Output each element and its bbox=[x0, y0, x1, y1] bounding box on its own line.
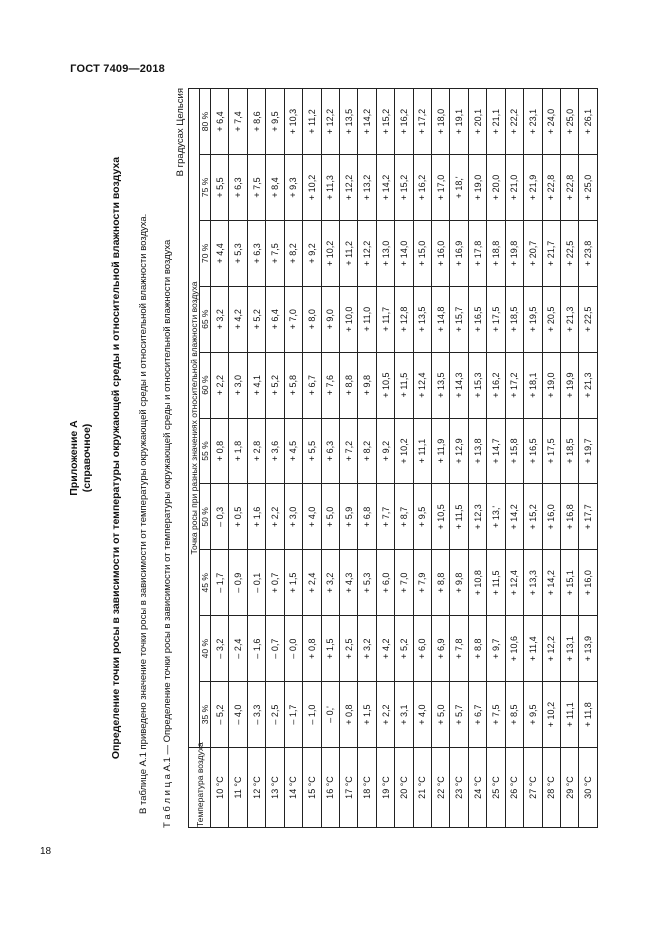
dew-point-cell: + 12,4 bbox=[413, 352, 431, 418]
dew-point-cell: + 2,2 bbox=[376, 682, 394, 748]
table-row bbox=[505, 89, 523, 828]
dew-point-cell: + 10,5 bbox=[376, 352, 394, 418]
dew-point-cell: + 6,8 bbox=[358, 484, 376, 550]
humidity-header: 65 % bbox=[200, 286, 211, 352]
dew-point-cell: + 10,8 bbox=[468, 550, 486, 616]
dew-point-cell: + 5,2 bbox=[395, 616, 413, 682]
temperature-cell: 28 °С bbox=[542, 748, 560, 828]
dew-point-cell: + 7,0 bbox=[395, 550, 413, 616]
dew-point-cell: – 1,7 bbox=[284, 682, 302, 748]
dew-point-cell: + 15,2 bbox=[376, 89, 394, 155]
dew-point-cell: + 2,2 bbox=[211, 352, 229, 418]
dew-point-cell: + 17,5 bbox=[487, 286, 505, 352]
dew-point-cell: + 16,5 bbox=[524, 418, 542, 484]
dew-point-cell: + 14,2 bbox=[505, 484, 523, 550]
dew-point-cell: + 12,9 bbox=[450, 418, 468, 484]
humidity-header: 35 % bbox=[200, 682, 211, 748]
dew-point-cell: – 3,3 bbox=[247, 682, 265, 748]
humidity-header: 45 % bbox=[200, 550, 211, 616]
dew-point-cell: + 4,0 bbox=[303, 484, 321, 550]
dew-point-cell: + 11,8 bbox=[579, 682, 598, 748]
dew-point-cell: – 0,9 bbox=[229, 550, 247, 616]
dew-point-cell: + 3,2 bbox=[211, 286, 229, 352]
dew-point-cell: – 0,' bbox=[321, 682, 339, 748]
dew-point-cell: – 0,7 bbox=[266, 616, 284, 682]
dew-point-cell: + 25,0 bbox=[579, 154, 598, 220]
dew-point-cell: + 7,5 bbox=[266, 220, 284, 286]
dew-point-cell: – 1,7 bbox=[211, 550, 229, 616]
dew-point-cell: + 11,1 bbox=[413, 418, 431, 484]
dew-point-cell: – 2,4 bbox=[229, 616, 247, 682]
dew-point-cell: + 5,2 bbox=[247, 286, 265, 352]
table-row bbox=[524, 89, 542, 828]
table-row bbox=[266, 89, 284, 828]
dew-point-cell: + 11,2 bbox=[303, 89, 321, 155]
temperature-cell: 17 °С bbox=[339, 748, 357, 828]
dew-point-cell: + 23,8 bbox=[579, 220, 598, 286]
annex-subtitle: (справочное) bbox=[81, 423, 93, 493]
dew-point-cell: + 12,4 bbox=[505, 550, 523, 616]
temperature-cell: 30 °С bbox=[579, 748, 598, 828]
dew-point-cell: + 8,2 bbox=[284, 220, 302, 286]
dew-point-cell: + 8,0 bbox=[303, 286, 321, 352]
dew-point-cell: + 3,0 bbox=[229, 352, 247, 418]
dew-point-cell: + 7,4 bbox=[229, 89, 247, 155]
table-row bbox=[395, 89, 413, 828]
dew-point-cell: + 19,1 bbox=[450, 89, 468, 155]
humidity-header: 50 % bbox=[200, 484, 211, 550]
table-row bbox=[561, 89, 579, 828]
dew-point-cell: + 0,8 bbox=[339, 682, 357, 748]
humidity-header: 70 % bbox=[200, 220, 211, 286]
dew-point-cell: + 12,8 bbox=[395, 286, 413, 352]
dew-point-cell: + 15,0 bbox=[413, 220, 431, 286]
dew-point-cell: + 11,1 bbox=[561, 682, 579, 748]
table-row bbox=[303, 89, 321, 828]
dew-point-cell: + 17,5 bbox=[542, 418, 560, 484]
dew-point-cell: + 15,2 bbox=[395, 154, 413, 220]
dew-point-cell: + 9,5 bbox=[413, 484, 431, 550]
dew-point-cell: + 7,8 bbox=[450, 616, 468, 682]
table-row bbox=[542, 89, 560, 828]
temperature-cell: 25 °С bbox=[487, 748, 505, 828]
dew-point-cell: + 10,2 bbox=[395, 418, 413, 484]
dew-point-cell: + 14,2 bbox=[542, 550, 560, 616]
dew-point-cell: + 14,2 bbox=[376, 154, 394, 220]
dew-point-cell: + 4,1 bbox=[247, 352, 265, 418]
dew-point-cell: + 3,2 bbox=[321, 550, 339, 616]
temperature-cell: 29 °С bbox=[561, 748, 579, 828]
dew-point-cell: + 18,8 bbox=[487, 220, 505, 286]
dew-point-cell: + 18,0 bbox=[432, 89, 450, 155]
dew-point-cell: + 16,2 bbox=[413, 154, 431, 220]
dew-point-cell: + 8,5 bbox=[505, 682, 523, 748]
dew-point-cell: + 15,8 bbox=[505, 418, 523, 484]
humidity-header-row bbox=[200, 89, 211, 828]
dew-point-cell: + 17,2 bbox=[413, 89, 431, 155]
dew-point-cell: + 3,6 bbox=[266, 418, 284, 484]
dew-point-cell: + 22,5 bbox=[561, 220, 579, 286]
dew-point-cell: + 10,2 bbox=[321, 220, 339, 286]
dew-point-cell: + 20,7 bbox=[524, 220, 542, 286]
humidity-header: 60 % bbox=[200, 352, 211, 418]
dew-point-cell: + 12,2 bbox=[321, 89, 339, 155]
dew-point-cell: + 17,8 bbox=[468, 220, 486, 286]
dew-point-cell: + 21,3 bbox=[561, 286, 579, 352]
dew-point-cell: + 15,2 bbox=[524, 484, 542, 550]
temperature-cell: 23 °С bbox=[450, 748, 468, 828]
units-note: В градусах Цельсия bbox=[175, 88, 186, 177]
dew-point-cell: + 10,2 bbox=[542, 682, 560, 748]
page-number: 18 bbox=[40, 846, 52, 857]
dew-point-cell: + 5,0 bbox=[321, 484, 339, 550]
dew-point-cell: + 6,3 bbox=[247, 220, 265, 286]
table-caption: Т а б л и ц а А.1 — Определение точки росы в зависимости от температуры окружающей среды и относительной влажности воздуха bbox=[162, 239, 173, 828]
dew-point-cell: + 15,1 bbox=[561, 550, 579, 616]
annex-title: Приложение А bbox=[68, 420, 80, 496]
temperature-cell: 13 °С bbox=[266, 748, 284, 828]
dew-point-cell: + 7,5 bbox=[247, 154, 265, 220]
dew-point-cell: + 6,4 bbox=[211, 89, 229, 155]
dew-point-cell: + 3,2 bbox=[358, 616, 376, 682]
dew-point-cell: + 8,6 bbox=[247, 89, 265, 155]
dew-point-cell: + 10,0 bbox=[339, 286, 357, 352]
dew-point-cell: – 5,2 bbox=[211, 682, 229, 748]
dew-point-cell: + 8,2 bbox=[358, 418, 376, 484]
dew-point-cell: + 14,7 bbox=[487, 418, 505, 484]
dew-point-cell: + 10,2 bbox=[303, 154, 321, 220]
dew-point-cell: + 14,3 bbox=[450, 352, 468, 418]
dew-point-cell: + 4,4 bbox=[211, 220, 229, 286]
dew-point-cell: + 13,2 bbox=[358, 154, 376, 220]
dew-point-cell: + 20,1 bbox=[468, 89, 486, 155]
dew-point-cell: + 11,7 bbox=[376, 286, 394, 352]
dew-point-cell: – 0,3 bbox=[211, 484, 229, 550]
dew-point-cell: + 18,1 bbox=[524, 352, 542, 418]
dew-point-cell: + 9,2 bbox=[303, 220, 321, 286]
dew-point-cell: + 6,0 bbox=[376, 550, 394, 616]
temperature-cell: 24 °С bbox=[468, 748, 486, 828]
dew-point-cell: + 21,0 bbox=[505, 154, 523, 220]
table-row bbox=[432, 89, 450, 828]
document-code: ГОСТ 7409—2018 bbox=[70, 63, 165, 75]
dew-point-cell: + 24,0 bbox=[542, 89, 560, 155]
dew-point-cell: + 18,5 bbox=[505, 286, 523, 352]
dew-point-cell: + 7,5 bbox=[487, 682, 505, 748]
temperature-cell: 16 °С bbox=[321, 748, 339, 828]
humidity-header: 75 % bbox=[200, 154, 211, 220]
dew-point-cell: + 21,1 bbox=[487, 89, 505, 155]
dew-point-cell: + 9,0 bbox=[321, 286, 339, 352]
dew-point-cell: + 13,3 bbox=[524, 550, 542, 616]
dew-point-cell: + 6,7 bbox=[303, 352, 321, 418]
dew-point-cell: + 8,8 bbox=[339, 352, 357, 418]
dew-point-cell: + 9,5 bbox=[524, 682, 542, 748]
dew-point-cell: + 16,0 bbox=[432, 220, 450, 286]
dew-point-cell: + 9,3 bbox=[284, 154, 302, 220]
dew-point-cell: + 9,7 bbox=[487, 616, 505, 682]
dew-point-cell: + 10,6 bbox=[505, 616, 523, 682]
dew-point-cell: + 19,0 bbox=[468, 154, 486, 220]
dew-point-cell: + 11,5 bbox=[487, 550, 505, 616]
dew-point-cell: + 6,4 bbox=[266, 286, 284, 352]
dew-point-cell: + 21,9 bbox=[524, 154, 542, 220]
temperature-cell: 15 °С bbox=[303, 748, 321, 828]
dew-point-cell: + 13,9 bbox=[579, 616, 598, 682]
dew-point-cell: + 8,8 bbox=[432, 550, 450, 616]
dew-point-cell: + 4,2 bbox=[229, 286, 247, 352]
humidity-header: 55 % bbox=[200, 418, 211, 484]
dew-point-cell: + 20,0 bbox=[487, 154, 505, 220]
dew-point-cell: + 18,5 bbox=[561, 418, 579, 484]
dew-point-cell: + 16,0 bbox=[542, 484, 560, 550]
dew-point-cell: + 20,5 bbox=[542, 286, 560, 352]
dew-point-cell: + 23,1 bbox=[524, 89, 542, 155]
dew-point-cell: + 5,9 bbox=[339, 484, 357, 550]
dew-point-cell: + 8,8 bbox=[468, 616, 486, 682]
dew-point-cell: + 11,0 bbox=[358, 286, 376, 352]
dew-point-cell: + 9,8 bbox=[358, 352, 376, 418]
dew-point-cell: + 25,0 bbox=[561, 89, 579, 155]
dew-point-cell: + 13,5 bbox=[432, 352, 450, 418]
humidity-group-header: Точка росы при разных значениях относительной влажности воздуха bbox=[189, 89, 200, 748]
dew-point-cell: + 16,9 bbox=[450, 220, 468, 286]
dew-point-cell: + 4,0 bbox=[413, 682, 431, 748]
temperature-cell: 19 °С bbox=[376, 748, 394, 828]
dew-point-cell: – 4,0 bbox=[229, 682, 247, 748]
dew-point-cell: + 9,5 bbox=[266, 89, 284, 155]
temperature-cell: 22 °С bbox=[432, 748, 450, 828]
dew-point-cell: + 26,1 bbox=[579, 89, 598, 155]
dew-point-cell: – 3,2 bbox=[211, 616, 229, 682]
dew-point-cell: + 9,8 bbox=[450, 550, 468, 616]
dew-point-cell: + 0,5 bbox=[229, 484, 247, 550]
dew-point-cell: + 19,7 bbox=[579, 418, 598, 484]
table-row bbox=[579, 89, 598, 828]
dew-point-cell: + 7,6 bbox=[321, 352, 339, 418]
humidity-header: 80 % bbox=[200, 89, 211, 155]
table-row bbox=[487, 89, 505, 828]
dew-point-cell: + 0,8 bbox=[303, 616, 321, 682]
dew-point-cell: + 7,9 bbox=[413, 550, 431, 616]
table-row bbox=[339, 89, 357, 828]
temperature-column-header: Температура воздуха bbox=[189, 748, 211, 828]
dew-point-cell: + 5,3 bbox=[358, 550, 376, 616]
dew-point-cell: + 10,3 bbox=[284, 89, 302, 155]
table-row bbox=[211, 89, 229, 828]
table-row bbox=[468, 89, 486, 828]
table-row bbox=[413, 89, 431, 828]
dew-point-cell: + 17,0 bbox=[432, 154, 450, 220]
dew-point-cell: + 17,2 bbox=[505, 352, 523, 418]
table-row bbox=[450, 89, 468, 828]
dew-point-cell: + 8,4 bbox=[266, 154, 284, 220]
dew-point-cell: + 11,9 bbox=[432, 418, 450, 484]
dew-point-cell: + 11,2 bbox=[339, 220, 357, 286]
temperature-cell: 12 °С bbox=[247, 748, 265, 828]
temperature-cell: 10 °С bbox=[211, 748, 229, 828]
dew-point-cell: + 2,4 bbox=[303, 550, 321, 616]
dew-point-cell: + 15,3 bbox=[468, 352, 486, 418]
dew-point-cell: + 16,2 bbox=[395, 89, 413, 155]
dew-point-cell: – 1,6 bbox=[247, 616, 265, 682]
table-row bbox=[284, 89, 302, 828]
dew-point-cell: + 21,7 bbox=[542, 220, 560, 286]
dew-point-cell: – 0,1 bbox=[247, 550, 265, 616]
dew-point-cell: – 1,0 bbox=[303, 682, 321, 748]
temperature-cell: 11 °С bbox=[229, 748, 247, 828]
table-row bbox=[229, 89, 247, 828]
dew-point-cell: + 4,2 bbox=[376, 616, 394, 682]
dew-point-cell: + 1,8 bbox=[229, 418, 247, 484]
dew-point-cell: + 14,0 bbox=[395, 220, 413, 286]
dew-point-cell: + 13,5 bbox=[413, 286, 431, 352]
dew-point-cell: + 1,6 bbox=[247, 484, 265, 550]
temperature-cell: 27 °С bbox=[524, 748, 542, 828]
dew-point-cell: + 6,0 bbox=[413, 616, 431, 682]
dew-point-cell: + 0,7 bbox=[266, 550, 284, 616]
dew-point-cell: + 2,2 bbox=[266, 484, 284, 550]
section-title: Определение точки росы в зависимости от температуры окружающей среды и относительной влажности воздуха bbox=[110, 156, 122, 760]
temperature-cell: 18 °С bbox=[358, 748, 376, 828]
dew-point-cell: + 5,0 bbox=[432, 682, 450, 748]
humidity-header: 40 % bbox=[200, 616, 211, 682]
dew-point-cell: + 16,5 bbox=[468, 286, 486, 352]
dew-point-cell: + 5,8 bbox=[284, 352, 302, 418]
dew-point-cell: + 13,0 bbox=[376, 220, 394, 286]
table-row bbox=[376, 89, 394, 828]
dew-point-cell: + 14,8 bbox=[432, 286, 450, 352]
dew-point-cell: + 4,5 bbox=[284, 418, 302, 484]
dew-point-cell: + 13,5 bbox=[339, 89, 357, 155]
dew-point-cell: + 4,3 bbox=[339, 550, 357, 616]
dew-point-cell: + 22,8 bbox=[542, 154, 560, 220]
dew-point-cell: + 12,2 bbox=[339, 154, 357, 220]
dew-point-cell: + 1,5 bbox=[358, 682, 376, 748]
annex-content bbox=[62, 88, 602, 828]
dew-point-cell: + 9,2 bbox=[376, 418, 394, 484]
dew-point-cell: + 18,' bbox=[450, 154, 468, 220]
dew-point-cell: + 12,3 bbox=[468, 484, 486, 550]
dew-point-cell: + 6,7 bbox=[468, 682, 486, 748]
dew-point-cell: + 22,5 bbox=[579, 286, 598, 352]
dew-point-cell: + 13,8 bbox=[468, 418, 486, 484]
dew-point-cell: + 8,7 bbox=[395, 484, 413, 550]
dew-point-cell: + 12,2 bbox=[542, 616, 560, 682]
dew-point-cell: + 13,1 bbox=[561, 616, 579, 682]
dew-point-cell: + 19,8 bbox=[505, 220, 523, 286]
dew-point-cell: + 16,0 bbox=[579, 550, 598, 616]
dew-point-cell: + 5,5 bbox=[303, 418, 321, 484]
dew-point-cell: + 19,0 bbox=[542, 352, 560, 418]
dew-point-cell: + 17,7 bbox=[579, 484, 598, 550]
dew-point-cell: + 11,3 bbox=[321, 154, 339, 220]
dew-point-cell: + 11,4 bbox=[524, 616, 542, 682]
dew-point-cell: + 21,3 bbox=[579, 352, 598, 418]
dew-point-cell: + 3,1 bbox=[395, 682, 413, 748]
dew-point-cell: + 5,2 bbox=[266, 352, 284, 418]
dew-point-cell: + 1,5 bbox=[321, 616, 339, 682]
dew-point-cell: + 5,5 bbox=[211, 154, 229, 220]
dew-point-cell: – 0,0 bbox=[284, 616, 302, 682]
table-row bbox=[358, 89, 376, 828]
dew-point-table bbox=[188, 88, 598, 828]
dew-point-cell: + 12,2 bbox=[358, 220, 376, 286]
dew-point-cell: + 15,7 bbox=[450, 286, 468, 352]
dew-point-cell: + 22,2 bbox=[505, 89, 523, 155]
dew-point-cell: + 14,2 bbox=[358, 89, 376, 155]
intro-paragraph: В таблице А.1 приведено значение точки росы в зависимости от температуры окружающей среды и относительной влажности воздуха. bbox=[138, 213, 149, 814]
dew-point-cell: + 7,0 bbox=[284, 286, 302, 352]
dew-point-cell: + 6,3 bbox=[229, 154, 247, 220]
dew-point-cell: + 6,9 bbox=[432, 616, 450, 682]
dew-point-cell: + 16,8 bbox=[561, 484, 579, 550]
temperature-cell: 26 °С bbox=[505, 748, 523, 828]
dew-point-cell: + 11,5 bbox=[450, 484, 468, 550]
dew-point-cell: + 1,5 bbox=[284, 550, 302, 616]
temperature-cell: 20 °С bbox=[395, 748, 413, 828]
dew-point-cell: + 19,5 bbox=[524, 286, 542, 352]
dew-point-cell: + 3,0 bbox=[284, 484, 302, 550]
dew-point-cell: + 7,2 bbox=[339, 418, 357, 484]
dew-point-cell: + 5,7 bbox=[450, 682, 468, 748]
temperature-cell: 21 °С bbox=[413, 748, 431, 828]
dew-point-cell: + 6,3 bbox=[321, 418, 339, 484]
dew-point-cell: + 13,' bbox=[487, 484, 505, 550]
dew-point-cell: + 5,3 bbox=[229, 220, 247, 286]
dew-point-cell: + 11,5 bbox=[395, 352, 413, 418]
dew-point-cell: + 7,7 bbox=[376, 484, 394, 550]
temperature-cell: 14 °С bbox=[284, 748, 302, 828]
table-row bbox=[247, 89, 265, 828]
dew-point-cell: + 10,5 bbox=[432, 484, 450, 550]
dew-point-cell: + 0,8 bbox=[211, 418, 229, 484]
dew-point-cell: + 22,8 bbox=[561, 154, 579, 220]
dew-point-cell: + 19,9 bbox=[561, 352, 579, 418]
table-row bbox=[321, 89, 339, 828]
dew-point-cell: – 2,5 bbox=[266, 682, 284, 748]
dew-point-cell: + 2,5 bbox=[339, 616, 357, 682]
table-body bbox=[211, 89, 598, 828]
dew-point-cell: + 16,2 bbox=[487, 352, 505, 418]
dew-point-cell: + 2,8 bbox=[247, 418, 265, 484]
